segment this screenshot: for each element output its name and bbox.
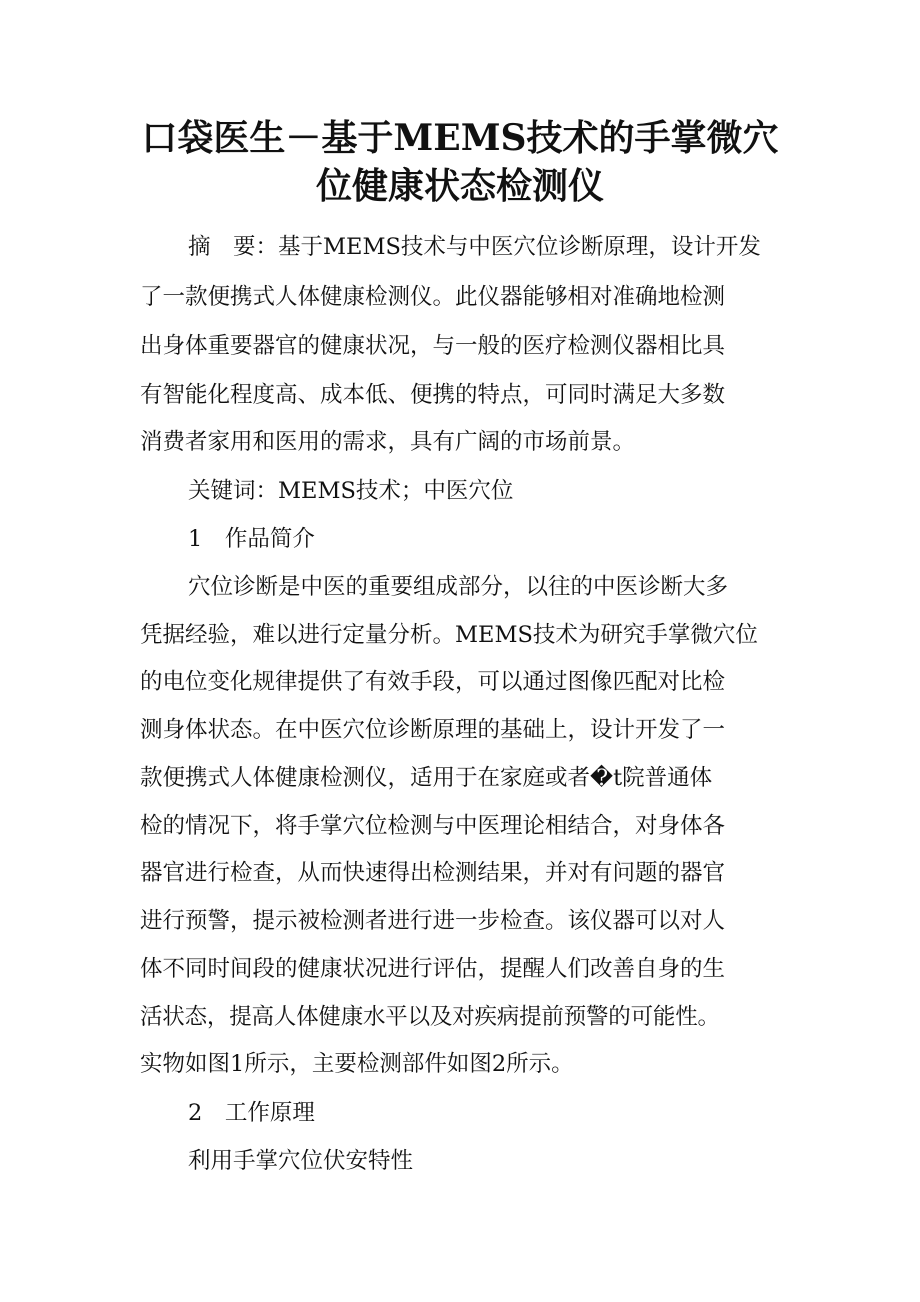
- section-1-line-8: 进行预警，提示被检测者进行进一步检查。该仪器可以对人: [140, 908, 726, 934]
- document-title-line-2: 位健康状态检测仪: [315, 165, 604, 207]
- section-1-line-1: 穴位诊断是中医的重要组成部分，以往的中医诊断大多: [188, 574, 729, 600]
- keywords-line: 关键词：MEMS技术；中医穴位: [188, 478, 514, 504]
- section-1-heading: 1 作品简介: [188, 526, 315, 552]
- section-1-line-4: 测身体状态。在中医穴位诊断原理的基础上，设计开发了一: [140, 717, 726, 743]
- section-1-line-3: 的电位变化规律提供了有效手段，可以通过图像匹配对比检: [140, 669, 726, 695]
- document-title-line-1: 口袋医生－基于MEMS技术的手掌微穴: [141, 117, 779, 159]
- section-1-line-11: 实物如图1所示，主要检测部件如图2所示。: [140, 1051, 574, 1077]
- abstract-line-2: 了一款便携式人体健康检测仪。此仪器能够相对准确地检测: [140, 284, 726, 310]
- abstract-line-1: 摘 要：基于MEMS技术与中医穴位诊断原理，设计开发: [188, 234, 761, 260]
- abstract-line-3: 出身体重要器官的健康状况，与一般的医疗检测仪器相比具: [140, 333, 726, 359]
- section-1-line-6: 检的情况下，将手掌穴位检测与中医理论相结合，对身体各: [140, 813, 726, 839]
- section-1-line-10: 活状态，提高人体健康水平以及对疾病提前预警的可能性。: [140, 1004, 720, 1030]
- section-1-line-5: 款便携式人体健康检测仪，适用于在家庭或者�t院普通体: [140, 765, 713, 791]
- section-2-line-1: 利用手掌穴位伏安特性: [188, 1148, 414, 1174]
- section-2-heading: 2 工作原理: [188, 1100, 315, 1126]
- section-1-line-2: 凭据经验，难以进行定量分析。MEMS技术为研究手掌微穴位: [140, 622, 758, 648]
- abstract-line-4: 有智能化程度高、成本低、便携的特点，可同时满足大多数: [140, 382, 726, 408]
- abstract-line-5: 消费者家用和医用的需求，具有广阔的市场前景。: [140, 429, 636, 455]
- section-1-line-9: 体不同时间段的健康状况进行评估，提醒人们改善自身的生: [140, 956, 726, 982]
- section-1-line-7: 器官进行检查，从而快速得出检测结果，并对有问题的器官: [140, 860, 726, 886]
